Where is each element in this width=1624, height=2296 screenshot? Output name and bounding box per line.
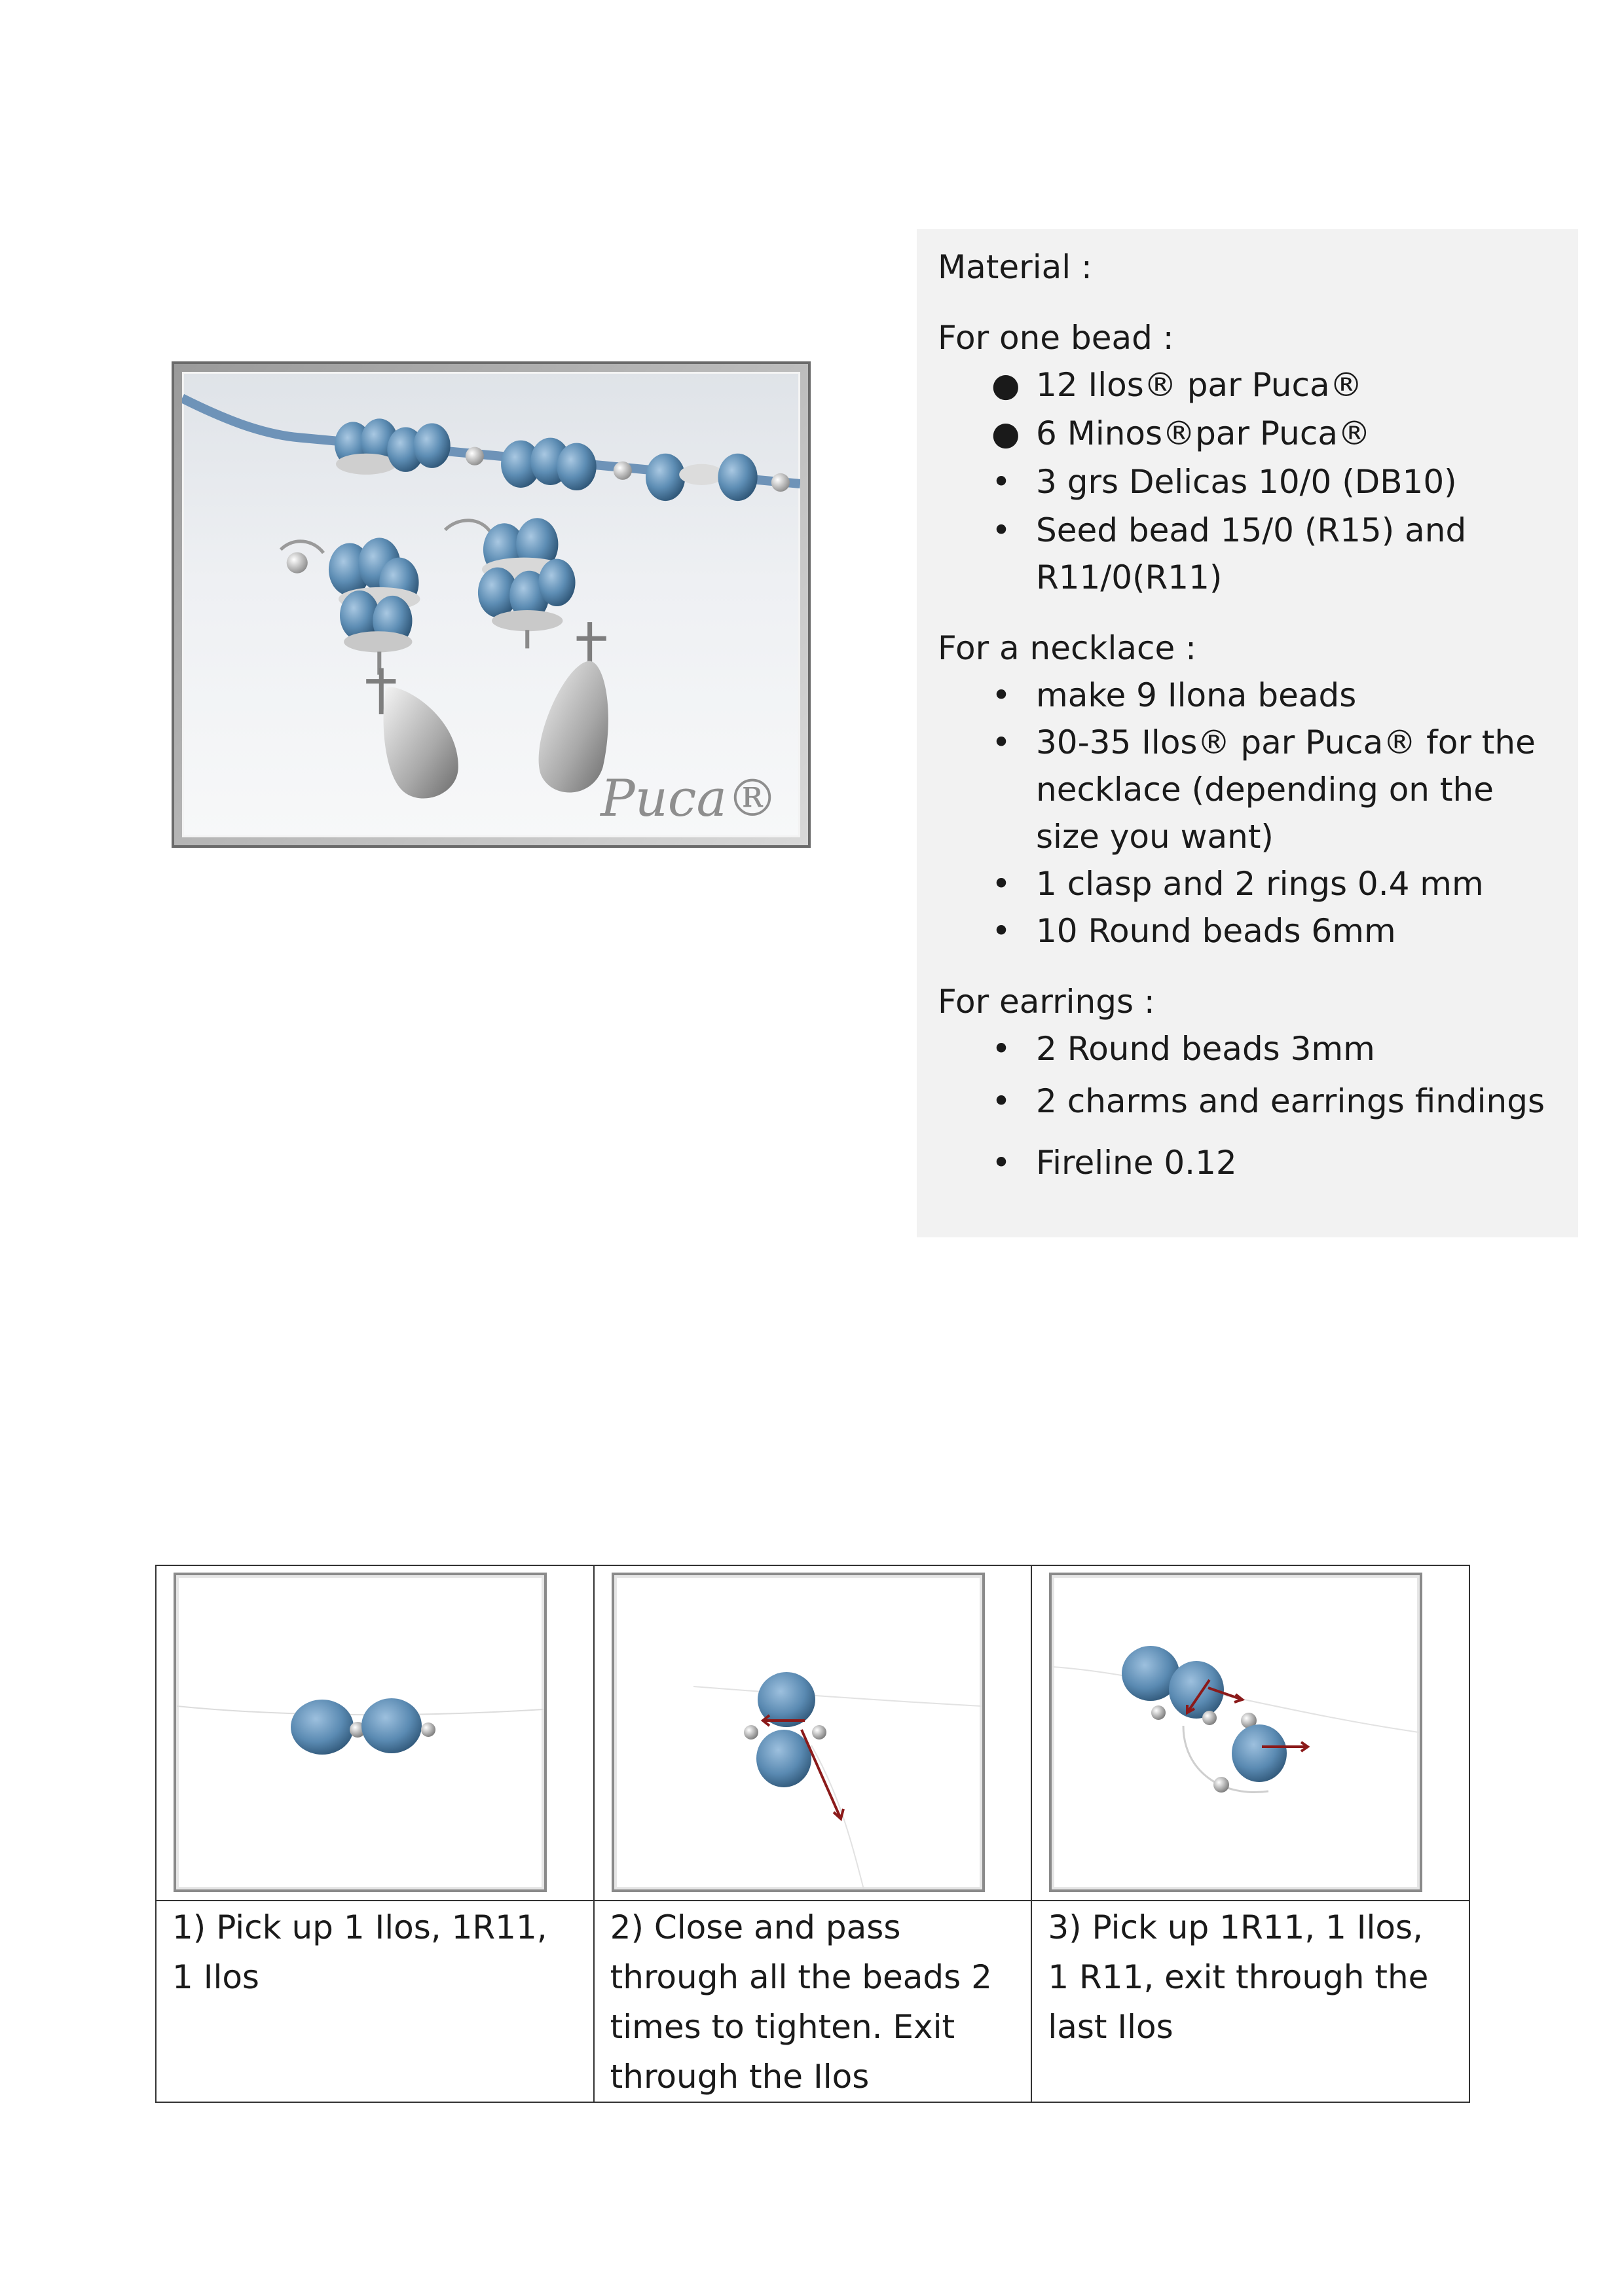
- list-item: [938, 361, 1557, 409]
- list-item-text: 10 Round beads 6mm: [1036, 912, 1396, 950]
- table-row: [156, 1565, 1469, 1901]
- list-item-text: 2 charms and earrings findings: [1036, 1082, 1545, 1120]
- step-3-photo-cell: [1031, 1565, 1469, 1901]
- bullet-icon: •: [991, 511, 1011, 549]
- step-3-caption: 3) Pick up 1R11, 1 Ilos, 1 R11, exit through the last Ilos: [1031, 1901, 1469, 2102]
- list-item-text: 1 clasp and 2 rings 0.4 mm: [1036, 865, 1484, 903]
- bullet-icon: •: [991, 1082, 1011, 1120]
- product-photo: [182, 372, 800, 837]
- step-1-illustration: [176, 1575, 544, 1889]
- list-item-text: Seed bead 15/0 (R15) and R11/0(R11): [1036, 511, 1467, 596]
- section-title-necklace: For a necklace :: [938, 629, 1196, 667]
- bullet-icon: •: [991, 463, 1011, 501]
- step-3-illustration: [1052, 1575, 1420, 1889]
- list-item: [938, 410, 1557, 457]
- list-item-text: make 9 Ilona beads: [1036, 676, 1357, 714]
- list-item-text: 3 grs Delicas 10/0 (DB10): [1036, 463, 1457, 501]
- bullet-icon: •: [991, 865, 1011, 903]
- section-title-one-bead: For one bead :: [938, 319, 1174, 357]
- step-2-photo-cell: [594, 1565, 1032, 1901]
- material-heading: Material :: [938, 248, 1092, 286]
- bullet-icon: •: [991, 1144, 1011, 1182]
- list-item: [938, 1025, 1557, 1072]
- list-item: [938, 1078, 1557, 1125]
- bullet-icon: •: [991, 1030, 1011, 1068]
- list-item: [938, 860, 1557, 907]
- step-1-photo-cell: [156, 1565, 594, 1901]
- list-item: [938, 672, 1557, 719]
- step-1-photo: [174, 1573, 547, 1892]
- bullet-icon: •: [991, 912, 1011, 950]
- puca-watermark: Puca®: [600, 769, 778, 828]
- steps-table: [155, 1565, 1470, 2103]
- list-item: [938, 719, 1557, 860]
- one-bead-list: [938, 361, 1557, 601]
- earrings-list: [938, 1025, 1557, 1186]
- list-item: [938, 907, 1557, 955]
- step-2-illustration: [614, 1575, 982, 1889]
- product-photo-frame: [172, 361, 811, 848]
- list-item-text: 30-35 Ilos® par Puca® for the necklace (depending on the size you want): [1036, 723, 1536, 856]
- necklace-list: [938, 672, 1557, 955]
- material-panel: [917, 229, 1578, 1237]
- list-item-text: 12 Ilos® par Puca®: [1036, 366, 1363, 404]
- step-1-caption: 1) Pick up 1 Ilos, 1R11, 1 Ilos: [156, 1901, 594, 2102]
- list-item-text: 2 Round beads 3mm: [1036, 1030, 1375, 1068]
- bullet-icon: •: [991, 723, 1011, 761]
- list-item-text: Fireline 0.12: [1036, 1144, 1237, 1182]
- bullet-icon: ●: [991, 366, 1020, 404]
- list-item: [938, 458, 1557, 505]
- step-3-photo: [1049, 1573, 1422, 1892]
- list-item: [938, 1139, 1557, 1186]
- list-item-text: 6 Minos®par Puca®: [1036, 414, 1371, 452]
- bullet-icon: •: [991, 676, 1011, 714]
- step-2-caption: 2) Close and pass through all the beads 2 times to tighten. Exit through the Ilos: [594, 1901, 1032, 2102]
- necklace-earrings-illustration: [182, 372, 800, 837]
- list-item: [938, 507, 1557, 601]
- step-2-photo: [612, 1573, 985, 1892]
- table-row: [156, 1901, 1469, 2102]
- bullet-icon: ●: [991, 414, 1020, 452]
- section-title-earrings: For earrings :: [938, 983, 1155, 1021]
